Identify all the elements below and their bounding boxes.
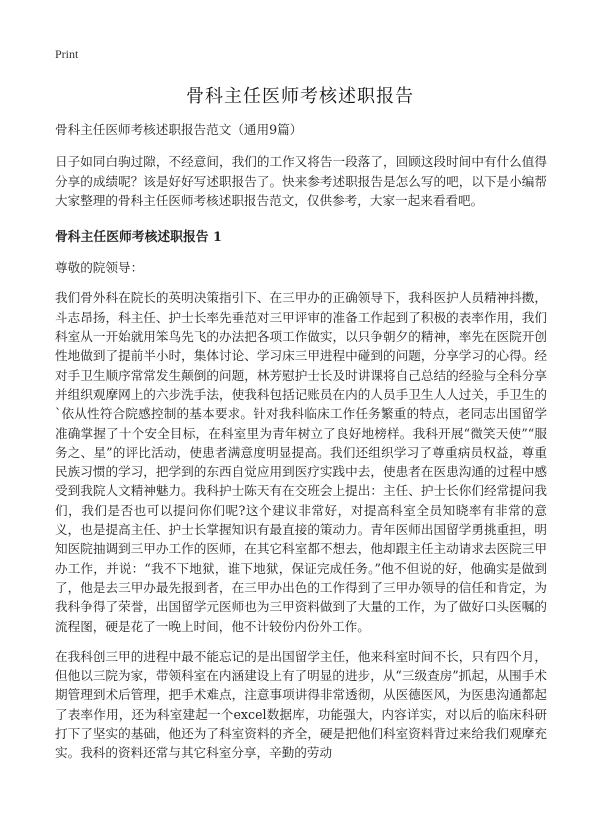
greeting: 尊敬的院领导： [55, 260, 144, 276]
document-subtitle: 骨科主任医师考核述职报告范文（通用9篇） [55, 122, 303, 137]
section-heading: 骨科主任医师考核述职报告 1 [55, 230, 222, 246]
body-paragraph: 我们骨外科在院长的英明决策指引下、在三甲办的正确领导下，我科医护人员精神抖擞，斗志昂扬，科主任、护士长率先垂范对三甲评审的准备工作起到了积极的表率作用，我们科室从一开始就用笨鸟先飞的办法把各项工作做实，以只争朝夕的精神，率先在医院开创性地做到了提前半小时，集体讨论、学习床三甲进程中碰到的问题，分享学习的心得。经对手卫生顺序常常发生颠倒的问题，林芳慰护士长及时讲课将自己总结的经验与全科分享并组织观摩网上的六步洗手法，使我科包括记账员在内的人员手卫生人人过关，手卫生的`依从性符合院感控制的基本要求。针对我科临床工作任务繁重的特点，老同志出国留学准确掌握了十个安全目标，在科室里为青年树立了良好地榜样。我科开展“微笑天使”“服务之、星”的评比活动，使患者满意度明显提高。我们还组织学习了尊重病员权益，尊重民族习惯的学习，把学到的东西自觉应用到医疗实践中去，使患者在医患沟通的过程中感受到我院人文精神魅力。我科护士陈天有在交班会上提出：主任、护士长你们经常提问我们，我们是否也可以提问你们呢?这个建议非常好，对提高科室全员知晓率有非常的意义，也是提高主任、护士长掌握知识有最直接的策动力。青年医师出国留学勇挑重担，明知医院抽调到三甲办工作的医师，在其它科室都不想去，他却跟主任主动请求去医院三甲办工作，并说：“我不下地狱，谁下地狱，保证完成任务。”他不但说的好，他确实是做到了，他是去三甲办最先报到者，在三甲办出色的工作得到了三甲办领导的信任和肯定，为我科争得了荣誉，出国留学元医师也为三甲资料做到了大量的工作，为了做好口头医嘱的流程图，硬是花了一晚上时间，他不计较份内份外工作。 [55, 290, 547, 634]
print-link[interactable]: Print [55, 47, 79, 61]
document-title: 骨科主任医师考核述职报告 [186, 86, 414, 107]
document-body [55, 120, 547, 776]
intro-paragraph: 日子如同白驹过隙，不经意间，我们的工作又将告一段落了，回顾这段时间中有什么值得分享的成绩呢？该是好好写述职报告了。快来参考述职报告是怎么写的吧，以下是小编帮大家整理的骨科主任医师考核述职报告范文，仅供参考，大家一起来看看吧。 [55, 154, 547, 208]
body-paragraph: 在我科创三甲的进程中最不能忘记的是出国留学主任，他来科室时间不长，只有四个月，但他以三院为家，带领科室在内涵建设上有了明显的进步，从“三级查房”抓起，从围手术期管理到术后管理，把手术难点，注意事项讲得非常透彻，从医德医风，为医患沟通都起了表率作用，还为科室建起一个excel数据库，功能强大，内容详实，对以后的临床科研打下了坚实的基础，他还为了科室资料的齐全，硬是把他们科室资料背过来给我们观摩充实。我科的资料还常与其它科室分享，辛勤的劳动 [55, 648, 547, 761]
